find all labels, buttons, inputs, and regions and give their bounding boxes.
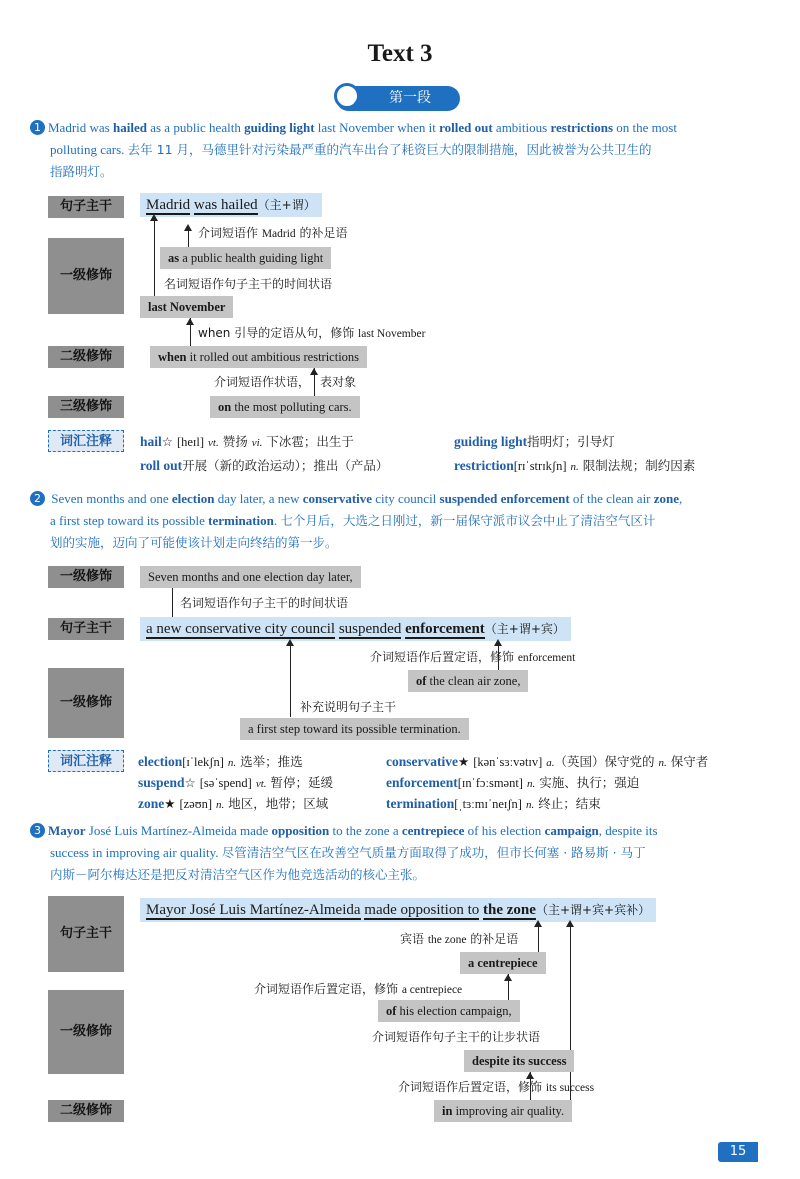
modifier-box: as a public health guiding light [160, 247, 331, 269]
section-badge-label: 第一段 [389, 90, 431, 106]
note: 介词短语作句子主干的让步状语 [372, 1030, 541, 1044]
note: 宾语 the zone 的补足语 [400, 932, 519, 946]
modifier-box: in improving air quality. [434, 1100, 572, 1122]
note: 介词短语作后置定语，修饰 a centrepiece [254, 982, 463, 996]
main-clause-3: Mayor José Luis Martínez-Almeida made opposition to the zone（主+谓+宾+宾补） [140, 898, 656, 922]
vocab-item: zone★ [zəʊn] n. 地区，地带；区域 [138, 796, 329, 811]
vocab-item: conservative★ [kənˈsɜːvətɪv] a.（英国）保守党的 n. 保守者 [386, 754, 709, 769]
vocab-item: roll out开展（新的政治运动）；推出（产品） [140, 458, 389, 473]
tag-level3: 三级修饰 [48, 396, 124, 418]
tag-vocab: 词汇注释 [48, 750, 124, 772]
tag-level1: 一级修饰 [48, 566, 124, 588]
modifier-box: Seven months and one election day later, [140, 566, 361, 588]
paragraph-number: 1 [30, 120, 45, 135]
tag-vocab: 词汇注释 [48, 430, 124, 452]
paragraph-1: 1 Madrid was hailed as a public health guiding light last November when it rolled out ambitious restrictions on the most polluting cars. 去年 11 月，马德里针对污染最严重的汽车出台了耗资巨大的限制措施，因此被誉为公共卫生的 指路明灯。 [30, 117, 770, 183]
vocab-item: suspend☆ [səˈspend] vt. 暂停；延缓 [138, 775, 333, 790]
note: 名词短语作句子主干的时间状语 [164, 277, 333, 291]
modifier-box: a first step toward its possible termination. [240, 718, 469, 740]
note: 名词短语作句子主干的时间状语 [180, 596, 349, 610]
main-clause-1: Madrid was hailed（主+谓） [140, 193, 322, 217]
tag-main-clause: 句子主干 [48, 196, 124, 218]
modifier-box: of his election campaign, [378, 1000, 520, 1022]
magnifier-icon [334, 83, 360, 109]
tag-level2: 二级修饰 [48, 346, 124, 368]
vocab-item: guiding light指明灯；引导灯 [454, 434, 615, 449]
note: 介词短语作后置定语，修饰 its success [398, 1080, 595, 1094]
modifier-box: despite its success [464, 1050, 574, 1072]
section-badge [336, 86, 460, 111]
note: when 引导的定语从句，修饰 last November [198, 326, 426, 340]
vocab-item: termination[ˌtɜːmɪˈneɪʃn] n. 终止；结束 [386, 796, 601, 811]
modifier-box: of the clean air zone, [408, 670, 528, 692]
tag-level2: 二级修饰 [48, 1100, 124, 1122]
note: 补充说明句子主干 [300, 700, 397, 714]
note: 介词短语作 Madrid 的补足语 [198, 226, 348, 240]
main-clause-2: a new conservative city council suspended enforcement（主+谓+宾） [140, 617, 571, 641]
vocab-item: restriction[rɪˈstrɪkʃn] n. 限制法规；制约因素 [454, 458, 696, 473]
tag-main-clause: 句子主干 [48, 896, 124, 972]
tag-level1: 一级修饰 [48, 990, 124, 1074]
vocab-item: election[ɪˈlekʃn] n. 选举；推选 [138, 754, 303, 769]
vocab-item: enforcement[ɪnˈfɔːsmənt] n. 实施、执行；强迫 [386, 775, 640, 790]
tag-level1: 一级修饰 [48, 668, 124, 738]
modifier-box: last November [140, 296, 233, 318]
page-number: 15 [718, 1142, 758, 1162]
vocab-item: hail☆ [heɪl] vt. 赞扬 vi. 下冰雹；出生于 [140, 434, 354, 449]
note: 表对象 [320, 375, 357, 389]
paragraph-2: 2 Seven months and one election day later, a new conservative city council suspended enforcement of the clean air zone, a first step toward its possible termination. 七个月后，大选之日刚过，新一届保守派市议会中止了清洁空气区计 划的实施，迈向了可能使该计划走向终结的第一步。 [30, 488, 770, 554]
page-title: Text 3 [367, 40, 433, 67]
tag-level1: 一级修饰 [48, 238, 124, 314]
paragraph-number: 3 [30, 823, 45, 838]
modifier-box: on the most polluting cars. [210, 396, 360, 418]
paragraph-number: 2 [30, 491, 45, 506]
paragraph-3: 3 Mayor José Luis Martínez-Almeida made opposition to the zone a centrepiece of his election campaign, despite its success in improving air quality. 尽管清洁空气区在改善空气质量方面取得了成功，但市长何塞 · 路易斯 · 马丁 内斯－阿尔梅达还是把反对清洁空气区作为他竞选活动的核心主张。 [30, 820, 770, 886]
modifier-box: a centrepiece [460, 952, 546, 974]
note: 介词短语作后置定语，修饰 enforcement [370, 650, 576, 664]
tag-main-clause: 句子主干 [48, 618, 124, 640]
modifier-box: when it rolled out ambitious restrictions [150, 346, 367, 368]
note: 介词短语作状语， [214, 375, 311, 389]
